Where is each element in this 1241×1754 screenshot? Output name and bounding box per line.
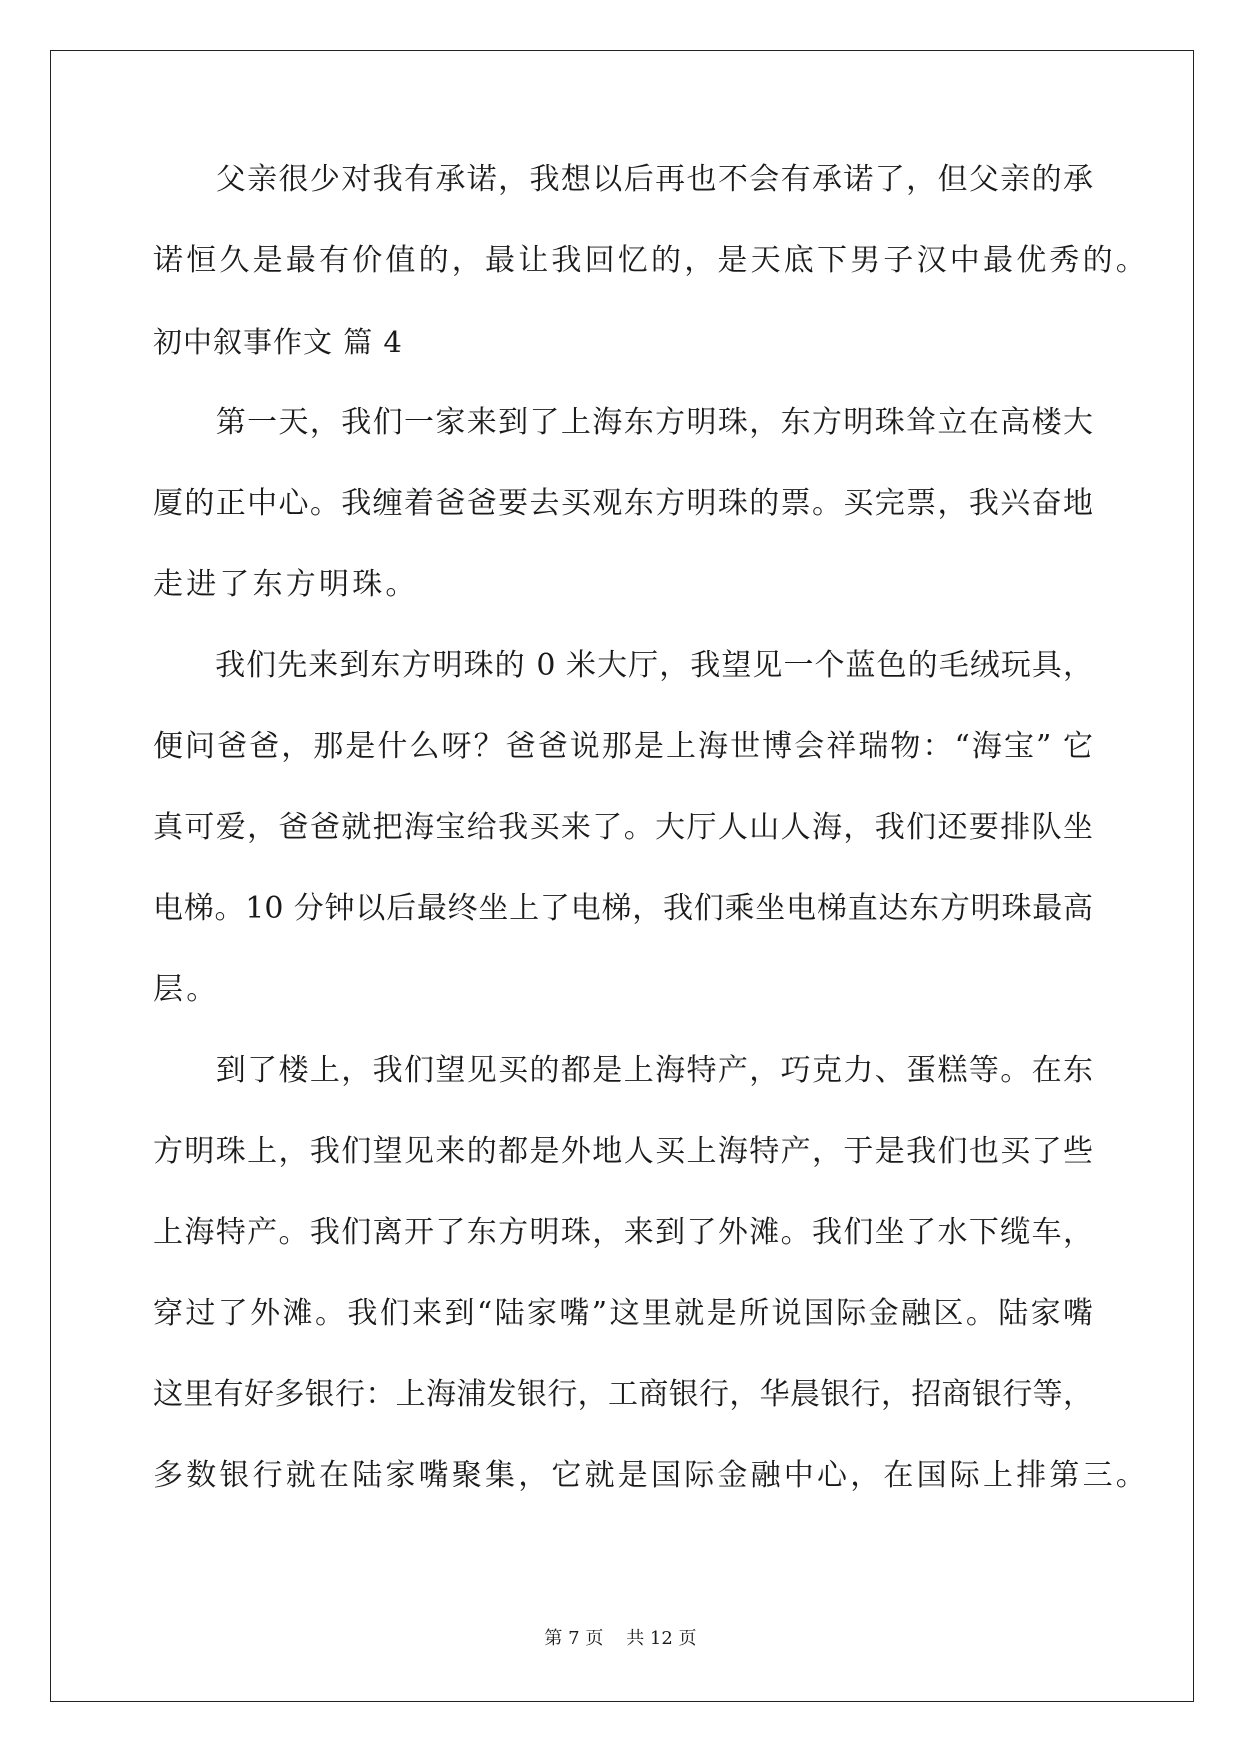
text-line: 真可爱，爸爸就把海宝给我买来了。大厅人山人海，我们还要排队坐 [153,810,1093,845]
text-line: 电梯。10 分钟以后最终坐上了电梯，我们乘坐电梯直达东方明珠最高 [153,891,1093,926]
text-line: 第一天，我们一家来到了上海东方明珠，东方明珠耸立在高楼大 [153,405,1093,440]
text-line: 父亲很少对我有承诺，我想以后再也不会有承诺了，但父亲的承 [153,162,1093,197]
text-line: 到了楼上，我们望见买的都是上海特产，巧克力、蛋糕等。在东 [153,1053,1093,1088]
text-line: 层。 [153,972,220,1007]
text-line: 诺恒久是最有价值的，最让我回忆的，是天底下男子汉中最优秀的。 [153,243,1149,278]
text-line: 走进了东方明珠。 [153,567,419,602]
text-line: 多数银行就在陆家嘴聚集，它就是国际金融中心，在国际上排第三。 [153,1458,1149,1493]
page-footer: 第 7 页 共 12 页 [544,1628,697,1649]
text-line: 这里有好多银行：上海浦发银行，工商银行，华晨银行，招商银行等， [153,1377,1093,1412]
text-line: 穿过了外滩。我们来到“陆家嘴”这里就是所说国际金融区。陆家嘴 [153,1296,1093,1331]
document-body [153,160,1149,1537]
text-line: 方明珠上，我们望见来的都是外地人买上海特产，于是我们也买了些 [153,1134,1093,1169]
text-line: 厦的正中心。我缠着爸爸要去买观东方明珠的票。买完票，我兴奋地 [153,486,1093,521]
text-line: 上海特产。我们离开了东方明珠，来到了外滩。我们坐了水下缆车， [153,1215,1093,1250]
text-line: 我们先来到东方明珠的 0 米大厅，我望见一个蓝色的毛绒玩具， [153,648,1093,683]
text-line: 便问爸爸，那是什么呀？爸爸说那是上海世博会祥瑞物：“海宝” 它 [153,729,1093,764]
section-heading: 初中叙事作文 篇 4 [153,325,403,359]
